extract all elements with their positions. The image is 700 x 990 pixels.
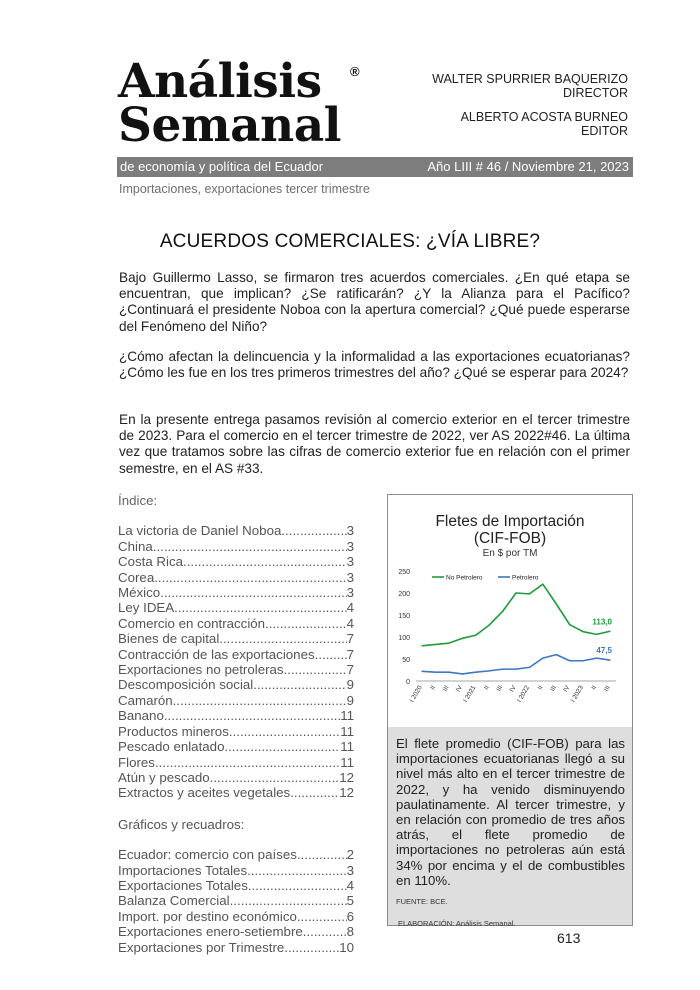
x-tick-label: IV xyxy=(562,684,572,694)
x-tick-label: I 2023 xyxy=(569,684,585,704)
toc-entry xyxy=(118,770,354,785)
x-tick-label: III xyxy=(441,684,451,693)
source-note: FUENTE: BCE. xyxy=(396,897,448,907)
toc-entry-title: Exportaciones enero-setiembre xyxy=(118,924,303,940)
sidebar-body: El flete promedio (CIF-FOB) para las importaciones ecuatorianas llegó a su nivel más alto en el tercer trimestre de 2022, y ha venido disminuyendo paulatinamente. Al tercer trimestre, y en relación con promedio de tres años atrás, el flete promedio de importaciones no petroleras aún está 34% por encima y el de combustibles en 110%. xyxy=(396,736,625,888)
data-point xyxy=(475,635,476,636)
intro-paragraph-2: ¿Cómo afectan la delincuencia y la informalidad a las exportaciones ecuatorianas? ¿Cómo les fue en los tres primeros trimestres del año? ¿Qué se esperar para 2024? xyxy=(119,349,630,381)
x-tick-label: III xyxy=(602,684,612,693)
toc-entry-page: 3 xyxy=(346,523,354,539)
toc-entry-page: 5 xyxy=(346,893,354,909)
series-end-label: 47,5 xyxy=(596,646,612,656)
toc-entry-page: 4 xyxy=(346,615,354,631)
toc-leader-dots xyxy=(183,554,347,569)
data-point xyxy=(475,672,476,673)
data-point xyxy=(609,660,610,661)
toc-entry-page: 11 xyxy=(340,723,354,739)
toc-entry-title: Exportaciones no petroleras. xyxy=(118,662,288,678)
toc-heading: Índice: xyxy=(118,493,158,508)
toc-leader-dots xyxy=(154,570,346,585)
toc-entry-page: 6 xyxy=(346,908,354,924)
toc-entry-title: Balanza Comercial xyxy=(118,893,230,909)
data-point xyxy=(529,593,530,594)
legend-label: Petrolero xyxy=(512,574,539,582)
toc-entry-title: México xyxy=(118,585,161,601)
toc-entry-page: 7 xyxy=(346,662,354,678)
data-point xyxy=(556,654,557,655)
toc-entry-page: 3 xyxy=(346,585,354,601)
data-point xyxy=(502,611,503,612)
y-tick-label: 50 xyxy=(402,657,410,664)
chart-title xyxy=(388,513,632,547)
toc-entry-title: Extractos y aceites vegetales xyxy=(118,785,291,801)
y-tick-label: 150 xyxy=(398,613,410,620)
data-point xyxy=(583,660,584,661)
toc-entry-title: Atún y pescado. xyxy=(118,769,214,785)
chart-title-line-1: Fletes de Importación xyxy=(435,513,585,530)
toc-leader-dots xyxy=(297,847,347,862)
toc-entry-page: 11 xyxy=(340,754,354,770)
toc-entry xyxy=(118,662,354,677)
toc-entry-title: Importaciones Totales xyxy=(118,862,248,878)
toc-entry-title: Import. por destino económico xyxy=(118,908,297,924)
data-point xyxy=(462,673,463,674)
toc-leader-dots xyxy=(174,600,346,615)
toc-entry xyxy=(118,940,354,955)
toc-entry-title: Ecuador: comercio con países xyxy=(118,847,297,863)
x-tick-label: II xyxy=(483,684,491,692)
data-point xyxy=(596,658,597,659)
staff-name: WALTER SPURRIER BAQUERIZO xyxy=(432,72,628,86)
data-point xyxy=(515,592,516,593)
y-tick-label: 250 xyxy=(398,569,410,576)
sidebar-text-box xyxy=(388,727,632,929)
data-point xyxy=(596,634,597,635)
credit-note: ELABORACIÓN: Análisis Semanal. xyxy=(398,919,516,929)
x-tick-label: IV xyxy=(508,684,518,694)
toc-entry-title: Comercio en contracción. xyxy=(118,615,269,631)
toc-leader-dots xyxy=(160,585,346,600)
toc-entry xyxy=(118,539,354,554)
data-point xyxy=(435,672,436,673)
toc-entry-page: 7 xyxy=(346,631,354,647)
toc-leader-dots xyxy=(281,523,346,538)
issue-subtitle: Importaciones, exportaciones tercer trimestre xyxy=(119,182,370,196)
toc-leader-dots xyxy=(248,878,347,893)
banner-tagline: de economía y política del Ecuador xyxy=(120,159,324,174)
page-number: 613 xyxy=(557,930,581,946)
registered-mark: ® xyxy=(350,64,360,79)
toc-entry-page: 2 xyxy=(346,847,354,863)
toc-entry-page: 12 xyxy=(339,785,354,801)
data-point xyxy=(583,631,584,632)
toc-entry-page: 10 xyxy=(339,939,354,955)
toc-entry-title: China xyxy=(118,538,153,554)
chart-title-line-2: (CIF-FOB) xyxy=(473,530,547,547)
data-point xyxy=(435,644,436,645)
toc-leader-dots xyxy=(318,647,346,662)
data-point xyxy=(448,672,449,673)
publication-logo xyxy=(118,54,378,153)
x-tick-label: I 2022 xyxy=(516,684,532,704)
toc-list xyxy=(118,523,354,800)
toc-entry-title: Ley IDEA xyxy=(118,600,175,616)
series-line-petrolero xyxy=(422,655,610,674)
toc-leader-dots xyxy=(253,677,346,692)
toc-entry xyxy=(118,554,354,569)
toc-entry-title: Flores. xyxy=(118,754,159,770)
data-point xyxy=(529,667,530,668)
banner-issue: Año LIII # 46 / Noviembre 21, 2023 xyxy=(427,159,629,174)
toc-entry xyxy=(118,755,354,770)
toc-entry xyxy=(118,724,354,739)
data-point xyxy=(448,643,449,644)
x-tick-label: I 2021 xyxy=(462,684,478,704)
toc-list-charts xyxy=(118,847,354,955)
toc-entry xyxy=(118,924,354,939)
toc-leader-dots xyxy=(290,785,339,800)
toc-entry-title: Descomposición social xyxy=(118,677,254,693)
data-point xyxy=(542,584,543,585)
toc-entry-page: 3 xyxy=(346,862,354,878)
toc-leader-dots xyxy=(269,616,347,631)
data-point xyxy=(421,671,422,672)
toc-entry xyxy=(118,739,354,754)
toc-entry xyxy=(118,631,354,646)
x-tick-label: II xyxy=(590,684,599,692)
x-tick-label: II xyxy=(536,684,545,692)
y-tick-label: 0 xyxy=(406,679,410,686)
toc-entry xyxy=(118,616,354,631)
toc-entry xyxy=(118,847,354,862)
toc-entry-title: Camarón. xyxy=(118,692,177,708)
toc-leader-dots xyxy=(223,631,347,646)
toc-entry xyxy=(118,600,354,615)
logo-line-2: Semanal xyxy=(118,98,342,153)
toc-entry-title: Banano xyxy=(118,708,164,724)
toc-entry-title: Exportaciones Totales xyxy=(118,877,248,893)
toc-entry-page: 9 xyxy=(346,677,354,693)
toc-entry xyxy=(118,647,354,662)
data-point xyxy=(421,645,422,646)
toc-leader-dots xyxy=(224,739,340,754)
toc-leader-dots xyxy=(247,863,346,878)
table-of-contents xyxy=(118,493,354,955)
toc-entry-title: Costa Rica xyxy=(118,554,184,570)
toc-entry xyxy=(118,878,354,893)
toc-entry-page: 3 xyxy=(346,569,354,585)
data-point xyxy=(489,625,490,626)
data-point xyxy=(569,660,570,661)
toc-entry xyxy=(118,677,354,692)
toc-leader-dots xyxy=(176,693,346,708)
chart-sidebar xyxy=(387,494,633,929)
toc-entry-title: Corea xyxy=(118,569,155,585)
y-tick-label: 100 xyxy=(398,635,410,642)
data-point xyxy=(542,658,543,659)
headline: ACUERDOS COMERCIALES: ¿VÍA LIBRE? xyxy=(159,231,541,252)
toc-entry xyxy=(118,893,354,908)
toc-entry-title: Exportaciones por Trimestre xyxy=(118,939,285,955)
toc-entry-page: 3 xyxy=(346,538,354,554)
toc-leader-dots xyxy=(297,909,347,924)
toc-entry xyxy=(118,909,354,924)
data-point xyxy=(556,603,557,604)
toc-entry xyxy=(118,708,354,723)
toc-entry xyxy=(118,523,354,538)
staff-name: ALBERTO ACOSTA BURNEO xyxy=(460,110,628,124)
toc-entry xyxy=(118,785,354,800)
x-tick-label: IV xyxy=(454,684,465,694)
toc-entry-page: 8 xyxy=(346,924,354,940)
data-point xyxy=(515,669,516,670)
intro-paragraph-1: Bajo Guillermo Lasso, se firmaron tres acuerdos comerciales. ¿En qué etapa se encuentran, que implican? ¿Se ratificarán? ¿Y la Alianza para el Pacífico? ¿Continuará el presidente Noboa con la apertura comercial? ¿Qué puede esperarse del Fenómeno del Niño? xyxy=(119,270,630,334)
series-end-label: 113,0 xyxy=(592,617,612,627)
toc-entry xyxy=(118,585,354,600)
x-tick-label: III xyxy=(495,684,505,693)
toc-entry-title: Productos mineros. xyxy=(118,723,233,739)
toc-entry-page: 12 xyxy=(339,769,354,785)
y-tick-label: 200 xyxy=(398,591,410,598)
staff-role: EDITOR xyxy=(581,124,628,138)
toc-entry-title: La victoria de Daniel Noboa xyxy=(118,523,282,539)
toc-entry-title: Pescado enlatado xyxy=(118,739,225,755)
x-tick-label: I 2020 xyxy=(408,684,424,704)
chart-area xyxy=(388,495,632,727)
data-point xyxy=(489,670,490,671)
x-tick-label: III xyxy=(549,684,559,693)
intro-paragraph-3: En la presente entrega pasamos revisión al comercio exterior en el tercer trimestre de 2023. Para el comercio en el tercer trimestre de 2022, ver AS 2022#46. La última vez que tratamos sobre las cifras de comercio exterior fue en relación con el primer semestre, en el AS #33. xyxy=(119,412,630,476)
toc-entry-page: 7 xyxy=(346,646,354,662)
staff-box xyxy=(432,72,628,138)
toc-entry-page: 3 xyxy=(346,554,354,570)
x-tick-label: II xyxy=(429,684,438,692)
chart-subtitle: En $ por TM xyxy=(482,548,538,559)
data-point xyxy=(609,631,610,632)
toc-entry xyxy=(118,570,354,585)
toc-entry-page: 11 xyxy=(340,708,354,724)
toc-entry-page: 4 xyxy=(346,877,354,893)
toc-leader-dots xyxy=(213,770,339,785)
data-point xyxy=(569,624,570,625)
toc-leader-dots xyxy=(230,893,347,908)
data-point xyxy=(462,638,463,639)
toc-heading-charts: Gráficos y recuadros: xyxy=(118,816,245,832)
toc-entry-page: 11 xyxy=(340,739,354,755)
toc-entry xyxy=(118,693,354,708)
toc-leader-dots xyxy=(284,940,339,955)
legend-label: No Petrolero xyxy=(446,574,483,582)
data-point xyxy=(502,669,503,670)
toc-entry-title: Contracción de las exportaciones. xyxy=(118,646,319,662)
toc-entry-page: 4 xyxy=(346,600,354,616)
freight-line-chart xyxy=(388,561,632,723)
toc-leader-dots xyxy=(233,724,341,739)
toc-entry-title: Bienes de capital. xyxy=(118,631,223,647)
toc-entry xyxy=(118,863,354,878)
logo-line-1: Análisis xyxy=(118,54,322,109)
issue-banner xyxy=(117,157,633,177)
toc-leader-dots xyxy=(287,662,346,677)
toc-leader-dots xyxy=(159,755,341,770)
toc-leader-dots xyxy=(153,539,347,554)
staff-role: DIRECTOR xyxy=(562,86,628,100)
toc-leader-dots xyxy=(303,924,347,939)
toc-leader-dots xyxy=(164,708,340,723)
toc-entry-page: 9 xyxy=(346,692,354,708)
